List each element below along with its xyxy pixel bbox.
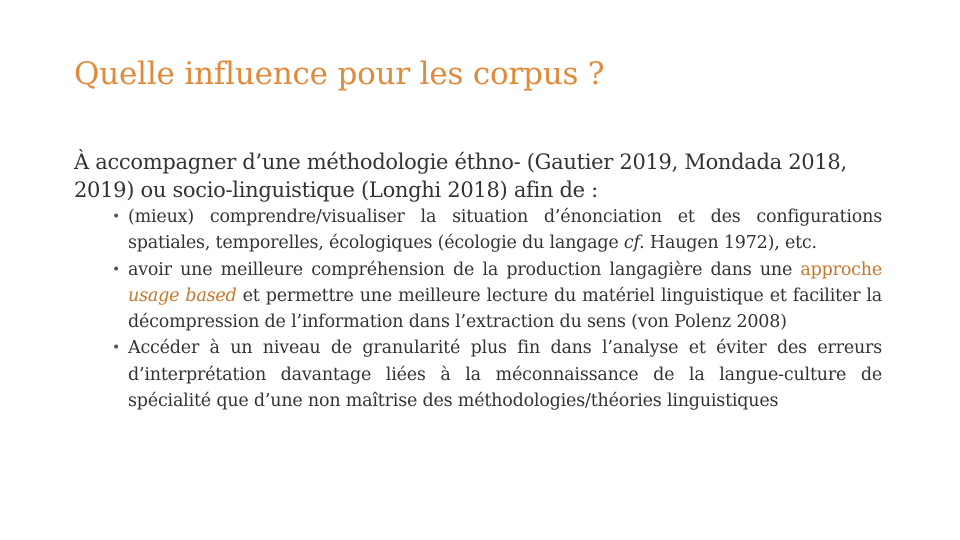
bullet-2-text: avoir une meilleure compréhension de la production langagière dans une (128, 259, 801, 280)
slide-body (74, 148, 882, 414)
bullet-list (74, 204, 882, 414)
bullet-1-italic: cf. (623, 233, 645, 254)
slide-title: Quelle influence pour les corpus ? (74, 56, 605, 92)
bullet-2-accent: approche (800, 259, 882, 280)
bullet-item-2 (74, 257, 882, 336)
bullet-2-accent-italic: usage based (128, 285, 237, 306)
intro-paragraph: À accompagner d’une méthodologie éthno- (Gautier 2019, Mondada 2018, 2019) ou socio-linguistique (Longhi 2018) afin de : (74, 150, 847, 202)
bullet-dot-icon: • (112, 261, 121, 278)
bullet-1-text-end: Haugen 1972), etc. (644, 233, 817, 254)
bullet-item-1 (74, 204, 882, 257)
bullet-2-text-end: et permettre une meilleure lecture du matériel linguistique et faciliter la décompression de l’information dans l’extraction du sens (von Polenz 2008) (128, 285, 882, 333)
bullet-1-text: (mieux) comprendre/visualiser la situation d’énonciation et des configurations spatiales, temporelles, écologiques (écologie du langage (128, 207, 882, 254)
bullet-dot-icon: • (112, 209, 121, 225)
bullet-dot-icon: • (112, 340, 121, 357)
bullet-item-3 (74, 335, 882, 414)
bullet-3-text: Accéder à un niveau de granularité plus fin dans l’analyse et éviter des erreurs d’interprétation davantage liées à la méconnaissance de la langue-culture de spécialité que d’une non maîtrise des méthodologies/théories linguistiques (128, 338, 882, 412)
